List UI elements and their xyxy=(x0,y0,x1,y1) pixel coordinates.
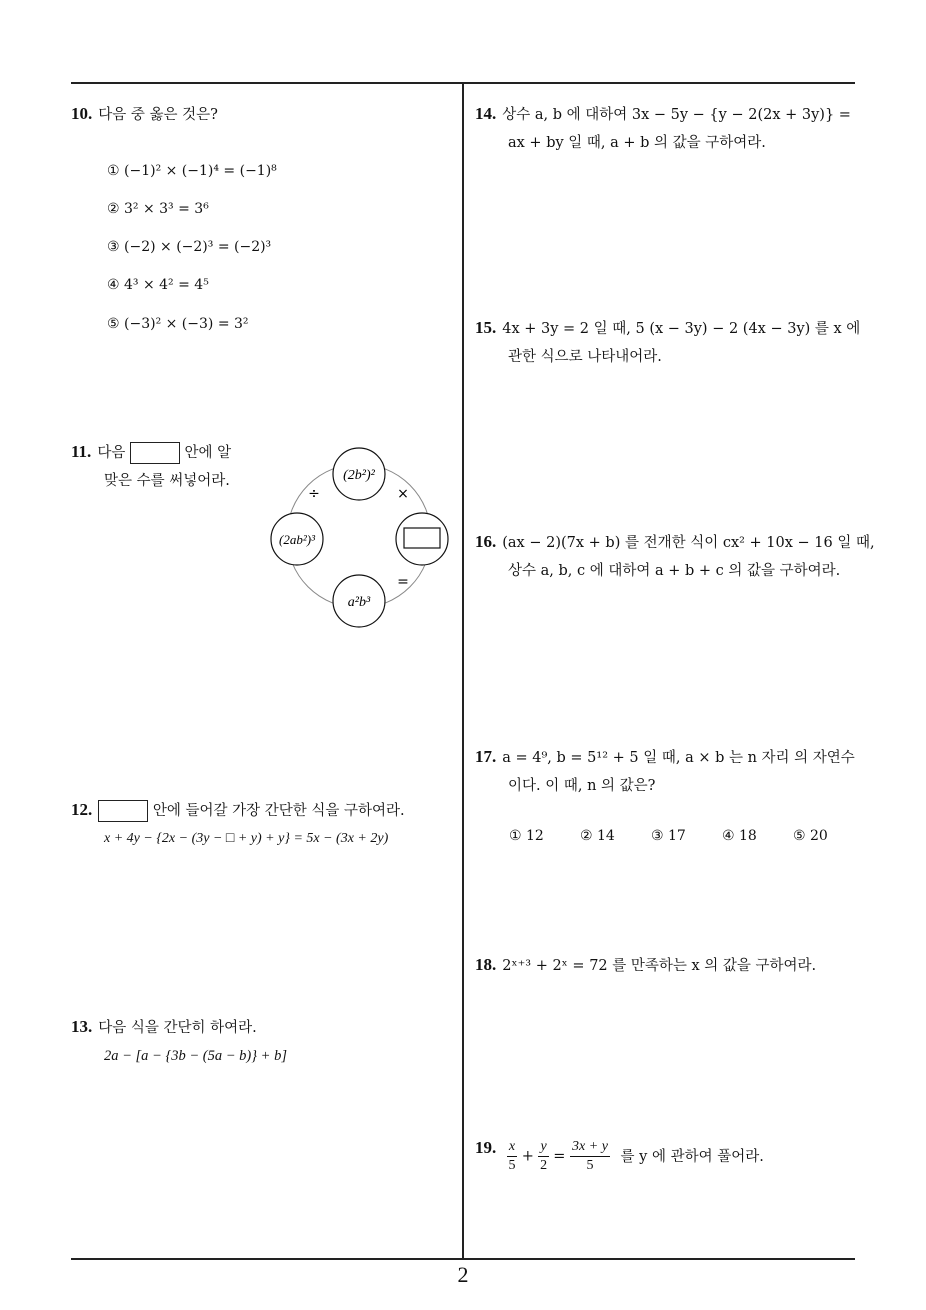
fraction-y-over-2 xyxy=(538,1138,548,1175)
question-text-tail: 를 y 에 관하여 풀어라. xyxy=(620,1148,764,1165)
fraction-3x-plus-y-over-5 xyxy=(570,1138,610,1175)
question-text-line2: 관한 식으로 나타내어라. xyxy=(508,349,662,365)
q10-option-4: ④ 4³ × 4² = 4⁵ xyxy=(107,277,209,293)
diagram-op-equals: = xyxy=(397,574,409,590)
q17-choice-2: ② 14 xyxy=(580,828,615,844)
question-number: 13. xyxy=(71,1017,93,1036)
q17-choices xyxy=(509,828,864,844)
bottom-rule xyxy=(71,1258,855,1260)
diagram-op-divide: ÷ xyxy=(308,486,320,502)
fraction-numerator: x xyxy=(507,1138,517,1157)
question-text: 안에 들어갈 가장 간단한 식을 구하여라. xyxy=(152,803,405,819)
q17-choice-1: ① 12 xyxy=(509,828,544,844)
question-16 xyxy=(475,528,875,585)
diagram-node-bottom-label: a²b³ xyxy=(347,595,371,610)
question-10 xyxy=(71,100,218,129)
question-number: 15. xyxy=(475,318,497,337)
question-19 xyxy=(475,1138,764,1175)
question-text-line1: 상수 a, b 에 대하여 3x − 5y − {y − 2(2x + 3y)} = xyxy=(502,107,851,123)
fraction-numerator: 3x + y xyxy=(570,1138,610,1157)
question-expression: 2a − [a − {3b − (5a − b)} + b] xyxy=(104,1048,287,1064)
question-text-line1: (ax − 2)(7x + b) 를 전개한 식이 cx² + 10x − 16 일 때, xyxy=(502,535,875,551)
question-12 xyxy=(71,796,405,853)
q10-option-3: ③ (−2) × (−2)³ = (−2)³ xyxy=(107,239,272,255)
question-number: 17. xyxy=(475,747,497,766)
question-text: 다음 xyxy=(97,445,126,461)
q17-choice-4: ④ 18 xyxy=(722,828,757,844)
question-number: 11. xyxy=(71,442,92,461)
fraction-denominator: 5 xyxy=(508,1158,516,1173)
q17-choice-3: ③ 17 xyxy=(651,828,686,844)
question-prompt: 다음 중 옳은 것은? xyxy=(98,107,218,123)
question-text-line2: 맞은 수를 써넣어라. xyxy=(104,473,230,489)
question-number: 19. xyxy=(475,1138,497,1157)
fraction-denominator: 5 xyxy=(586,1158,594,1173)
question-number: 14. xyxy=(475,104,497,123)
q10-option-5: ⑤ (−3)² × (−3) = 3² xyxy=(107,316,249,332)
q10-option-2: ② 3² × 3³ = 3⁶ xyxy=(107,201,209,217)
column-divider xyxy=(462,82,464,1259)
plus-sign: + xyxy=(521,1148,534,1165)
question-number: 16. xyxy=(475,532,497,551)
page-number: 2 xyxy=(457,1262,469,1287)
question-14 xyxy=(475,100,851,157)
question-17 xyxy=(475,743,855,800)
question-equation: x + 4y − {2x − (3y − □ + y) + y} = 5x − (3x + 2y) xyxy=(104,831,389,846)
diagram-blank-box xyxy=(404,528,440,548)
question-text-line2: ax + by 일 때, a + b 의 값을 구하여라. xyxy=(508,135,766,151)
diagram-node-left-label: (2ab²)³ xyxy=(279,532,315,547)
equals-sign: = xyxy=(553,1148,566,1165)
question-text-line2: 이다. 이 때, n 의 값은? xyxy=(508,778,656,794)
fraction-denominator: 2 xyxy=(540,1158,548,1173)
question-18 xyxy=(475,951,816,980)
question-text-line1: 4x + 3y = 2 일 때, 5 (x − 3y) − 2 (4x − 3y) 를 x 에 xyxy=(502,321,861,337)
q10-option-1: ① (−1)² × (−1)⁴ = (−1)⁸ xyxy=(107,163,277,179)
question-text-line2: 상수 a, b, c 에 대하여 a + b + c 의 값을 구하여라. xyxy=(508,563,841,579)
fraction-x-over-5 xyxy=(507,1138,517,1175)
question-text: 2ˣ⁺³ + 2ˣ = 72 를 만족하는 x 의 값을 구하여라. xyxy=(502,958,817,974)
fraction-numerator: y xyxy=(538,1138,548,1157)
answer-blank-box xyxy=(130,442,180,464)
question-number: 18. xyxy=(475,955,497,974)
question-text-line1: a = 4⁹, b = 5¹² + 5 일 때, a × b 는 n 자리 의 자연수 xyxy=(502,750,855,766)
diagram-node-top-label: (2b²)² xyxy=(343,468,375,483)
diagram-op-multiply: × xyxy=(397,486,409,502)
question-11 xyxy=(71,438,231,495)
question-15 xyxy=(475,314,860,371)
question-text-after-box: 안에 알 xyxy=(184,445,232,461)
answer-blank-box xyxy=(98,800,148,822)
question-text: 다음 식을 간단히 하여라. xyxy=(98,1020,257,1036)
question-13 xyxy=(71,1013,287,1070)
question-number: 12. xyxy=(71,800,93,819)
q11-operation-diagram xyxy=(262,446,472,636)
question-number: 10. xyxy=(71,104,93,123)
q17-choice-5: ⑤ 20 xyxy=(793,828,828,844)
